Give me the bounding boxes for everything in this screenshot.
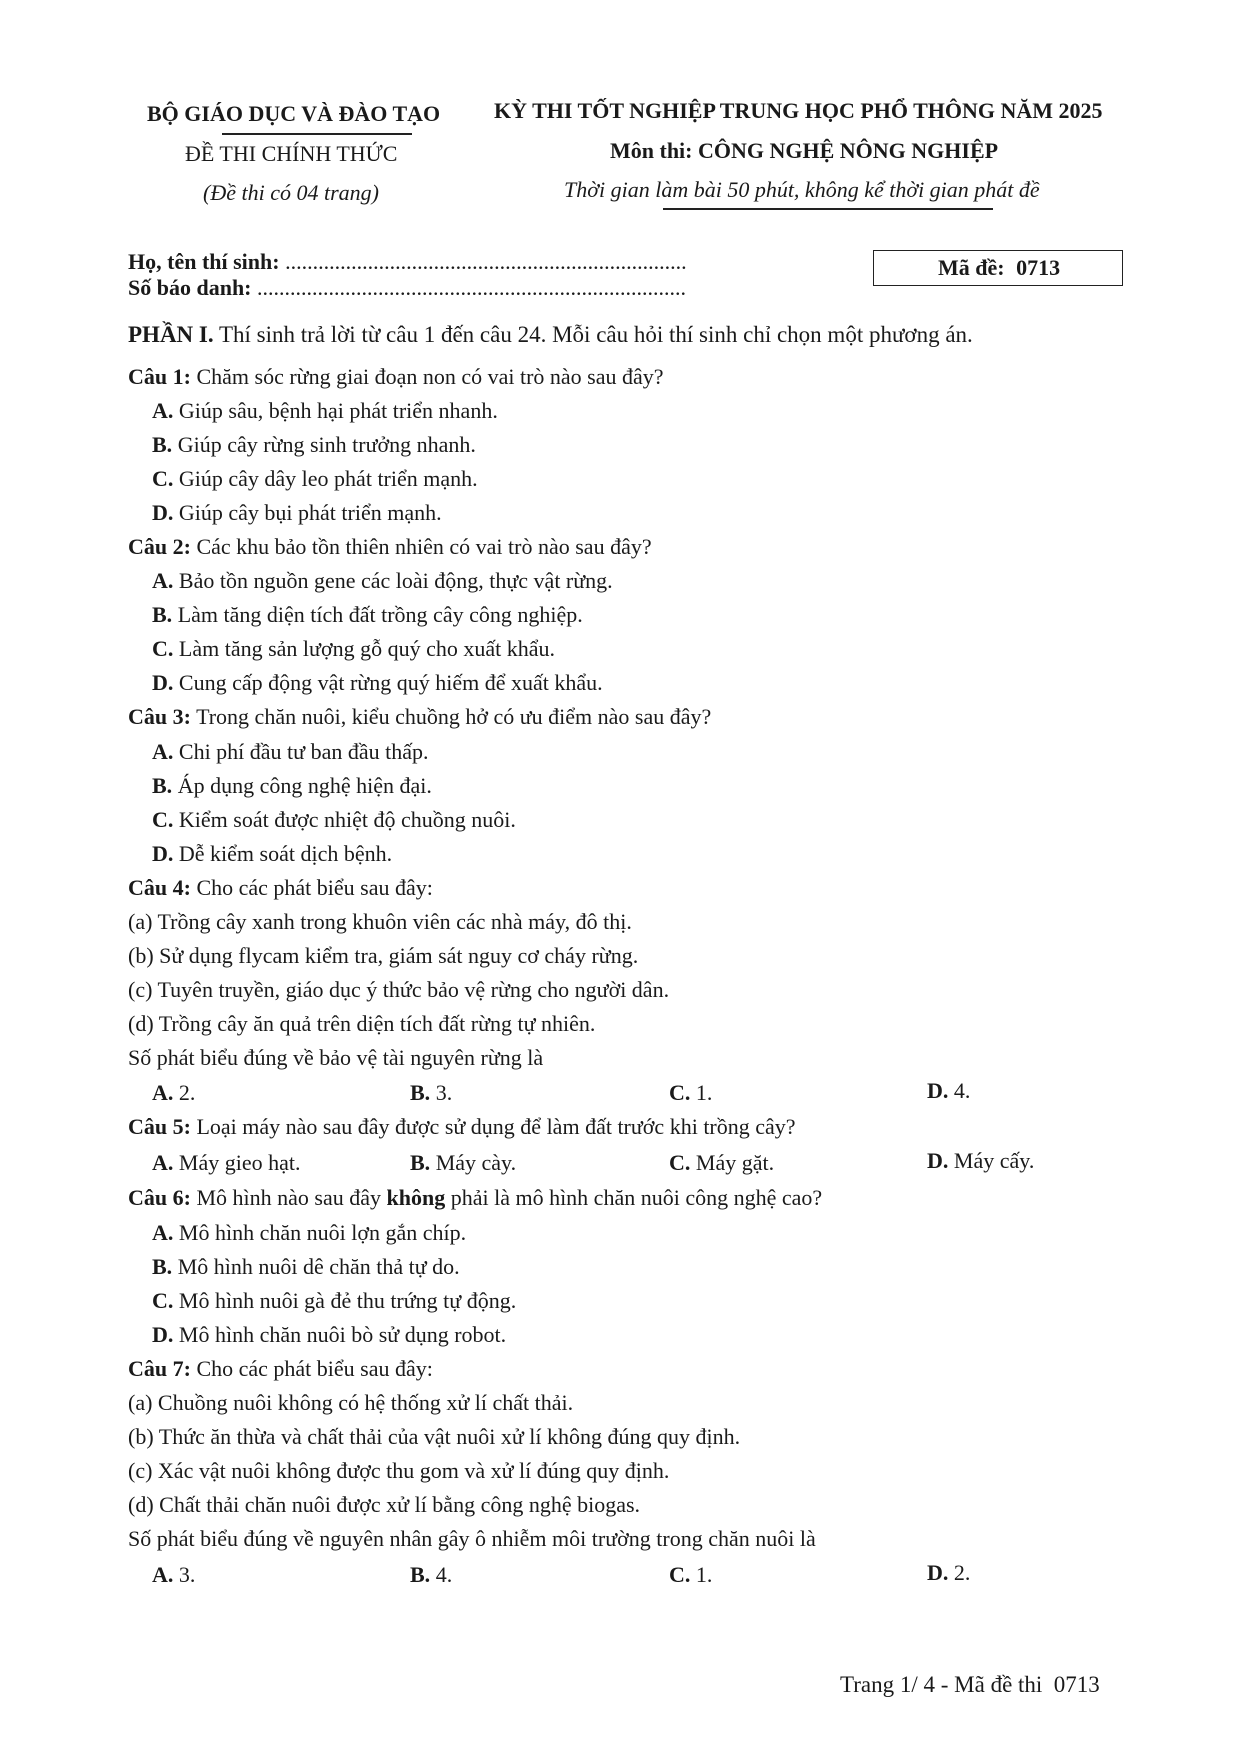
- q4-statement-d: (d) Trồng cây ăn quả trên diện tích đất rừng tự nhiên.: [128, 1011, 596, 1036]
- q6-option-d: D. Mô hình chăn nuôi bò sử dụng robot.: [152, 1322, 507, 1347]
- subject-label: Môn thi:: [610, 138, 693, 163]
- question-text: Loại máy nào sau đây được sử dụng để làm đất trước khi trồng cây?: [196, 1114, 796, 1139]
- q4-statement-a: (a) Trồng cây xanh trong khuôn viên các nhà máy, đô thị.: [128, 909, 632, 934]
- question-5: [128, 1114, 796, 1140]
- q4-prompt: Số phát biểu đúng về bảo vệ tài nguyên rừng là: [128, 1045, 544, 1070]
- question-label: Câu 7:: [128, 1356, 191, 1381]
- question-3: [128, 704, 711, 730]
- candidate-id-row: [128, 275, 686, 301]
- subject-line: [610, 138, 998, 164]
- q6-option-c: C. Mô hình nuôi gà đẻ thu trứng tự động.: [152, 1288, 517, 1313]
- q2-option-b: B. Làm tăng diện tích đất trồng cây công nghiệp.: [152, 602, 583, 627]
- candidate-name-dots: .........................................................................: [285, 249, 687, 274]
- q7-prompt: Số phát biểu đúng về nguyên nhân gây ô nhiễm môi trường trong chăn nuôi là: [128, 1526, 816, 1551]
- question-text: Trong chăn nuôi, kiểu chuồng hở có ưu điểm nào sau đây?: [196, 704, 712, 729]
- q1-option-a: A. Giúp sâu, bệnh hại phát triển nhanh.: [152, 398, 498, 423]
- q1-option-b: B. Giúp cây rừng sinh trưởng nhanh.: [152, 432, 476, 457]
- q1-option-d: D. Giúp cây bụi phát triển mạnh.: [152, 500, 442, 525]
- exam-code-value: 0713: [1016, 255, 1061, 280]
- exam-code: [938, 255, 1060, 281]
- pages-note: (Đề thi có 04 trang): [203, 180, 379, 205]
- question-text-after: phải là mô hình chăn nuôi công nghệ cao?: [450, 1185, 823, 1210]
- q7-statement-c: (c) Xác vật nuôi không được thu gom và xử lí đúng quy định.: [128, 1458, 670, 1483]
- q3-option-d: D. Dễ kiểm soát dịch bệnh.: [152, 841, 393, 866]
- q2-option-a: A. Bảo tồn nguồn gene các loài động, thực vật rừng.: [152, 568, 613, 593]
- question-1: [128, 364, 664, 390]
- q2-option-d: D. Cung cấp động vật rừng quý hiếm để xuất khẩu.: [152, 670, 603, 695]
- question-label: Câu 5:: [128, 1114, 191, 1139]
- q5-option-d: D. Máy cấy.: [927, 1148, 1035, 1173]
- exam-title: KỲ THI TỐT NGHIỆP TRUNG HỌC PHỔ THÔNG NĂM 2025: [494, 98, 1103, 123]
- q7-option-c: C. 1.: [669, 1562, 713, 1587]
- q3-option-a: A. Chi phí đầu tư ban đầu thấp.: [152, 739, 429, 764]
- q5-option-b: B. Máy cày.: [410, 1150, 517, 1175]
- question-text: Chăm sóc rừng giai đoạn non có vai trò nào sau đây?: [196, 364, 664, 389]
- question-7: [128, 1356, 433, 1382]
- q5-option-c: C. Máy gặt.: [669, 1150, 775, 1175]
- q7-option-b: B. 4.: [410, 1562, 453, 1587]
- q7-option-d: D. 2.: [927, 1560, 971, 1585]
- q6-option-a: A. Mô hình chăn nuôi lợn gắn chíp.: [152, 1220, 467, 1245]
- q4-statement-b: (b) Sử dụng flycam kiểm tra, giám sát nguy cơ cháy rừng.: [128, 943, 639, 968]
- ministry-name: BỘ GIÁO DỤC VÀ ĐÀO TẠO: [147, 101, 441, 126]
- ministry-underline: [222, 133, 412, 135]
- q3-option-b: B. Áp dụng công nghệ hiện đại.: [152, 773, 432, 798]
- question-4: [128, 875, 433, 901]
- question-6: [128, 1185, 822, 1211]
- q7-statement-d: (d) Chất thải chăn nuôi được xử lí bằng công nghệ biogas.: [128, 1492, 641, 1517]
- q1-option-c: C. Giúp cây dây leo phát triển mạnh.: [152, 466, 478, 491]
- part1-heading: [128, 322, 973, 348]
- q4-option-c: C. 1.: [669, 1080, 713, 1105]
- question-text: Các khu bảo tồn thiên nhiên có vai trò nào sau đây?: [196, 534, 652, 559]
- q6-option-b: B. Mô hình nuôi dê chăn thả tự do.: [152, 1254, 460, 1279]
- candidate-id-label: Số báo danh:: [128, 275, 252, 300]
- page-footer: Trang 1/ 4 - Mã đề thi 0713: [840, 1672, 1100, 1697]
- time-note: Thời gian làm bài 50 phút, không kể thời gian phát đề: [564, 177, 1040, 202]
- subject-name: CÔNG NGHỆ NÔNG NGHIỆP: [698, 138, 999, 163]
- question-text: Cho các phát biểu sau đây:: [196, 1356, 433, 1381]
- q2-option-c: C. Làm tăng sản lượng gỗ quý cho xuất khẩu.: [152, 636, 555, 661]
- exam-type: ĐỀ THI CHÍNH THỨC: [185, 141, 398, 166]
- question-label: Câu 1:: [128, 364, 191, 389]
- question-text: Cho các phát biểu sau đây:: [196, 875, 433, 900]
- question-label: Câu 6:: [128, 1185, 191, 1210]
- question-text-before: Mô hình nào sau đây: [196, 1185, 381, 1210]
- part1-instruction: Thí sinh trả lời từ câu 1 đến câu 24. Mỗi câu hỏi thí sinh chỉ chọn một phương án.: [218, 322, 973, 347]
- question-label: Câu 2:: [128, 534, 191, 559]
- q3-option-c: C. Kiểm soát được nhiệt độ chuồng nuôi.: [152, 807, 516, 832]
- q7-statement-b: (b) Thức ăn thừa và chất thải của vật nuôi xử lí không đúng quy định.: [128, 1424, 741, 1449]
- q7-statement-a: (a) Chuồng nuôi không có hệ thống xử lí chất thải.: [128, 1390, 574, 1415]
- question-2: [128, 534, 652, 560]
- exam-code-box: [873, 250, 1123, 286]
- candidate-name-row: [128, 249, 687, 275]
- q4-option-d: D. 4.: [927, 1078, 971, 1103]
- time-underline: [663, 208, 993, 210]
- candidate-name-label: Họ, tên thí sinh:: [128, 249, 280, 274]
- part1-label: PHẦN I.: [128, 322, 214, 347]
- question-text-emphasis: không: [386, 1185, 446, 1210]
- candidate-id-dots: ..............................................................................: [257, 275, 687, 300]
- question-label: Câu 4:: [128, 875, 191, 900]
- q4-option-a: A. 2.: [152, 1080, 196, 1105]
- q7-option-a: A. 3.: [152, 1562, 196, 1587]
- question-label: Câu 3:: [128, 704, 191, 729]
- q4-statement-c: (c) Tuyên truyền, giáo dục ý thức bảo vệ rừng cho người dân.: [128, 977, 670, 1002]
- q4-option-b: B. 3.: [410, 1080, 453, 1105]
- exam-code-label: Mã đề:: [938, 255, 1005, 280]
- q5-option-a: A. Máy gieo hạt.: [152, 1150, 301, 1175]
